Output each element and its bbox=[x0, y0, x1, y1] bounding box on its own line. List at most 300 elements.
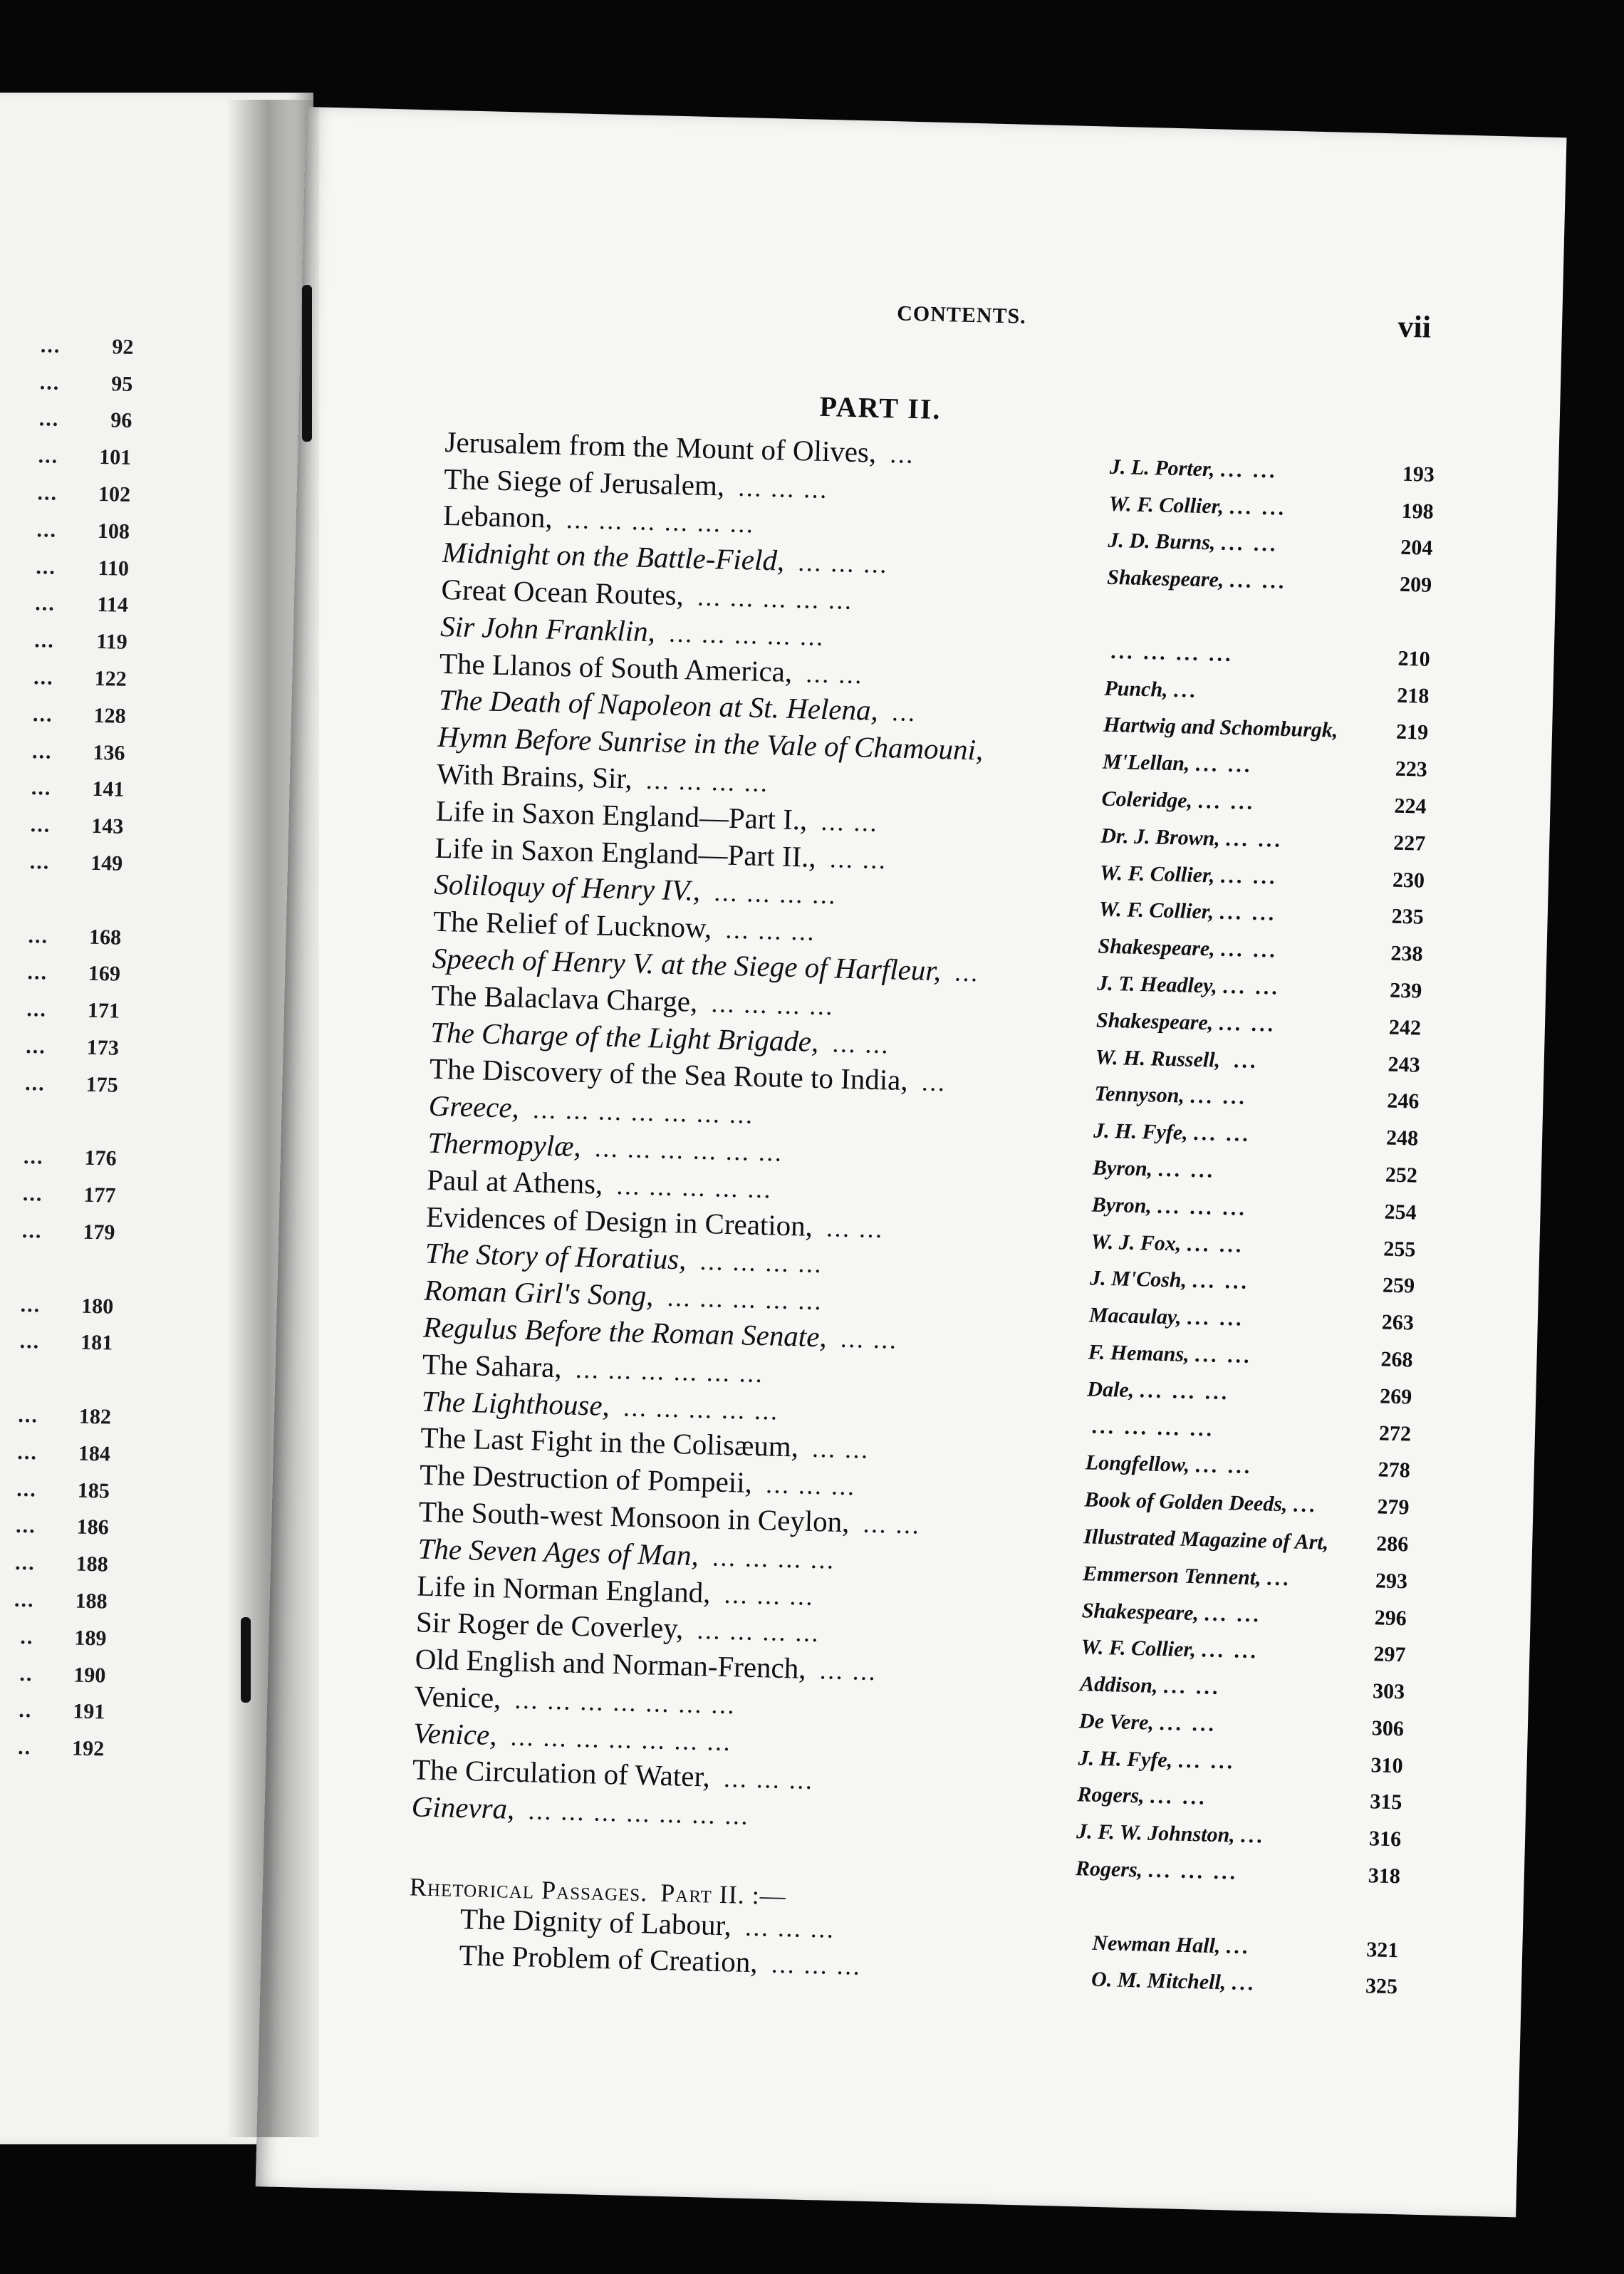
page-ref: 171 bbox=[87, 999, 120, 1023]
leader-dots: ... ... ... ... bbox=[1110, 639, 1234, 666]
leader-dots: ... bbox=[35, 591, 56, 616]
entry-page: 268 bbox=[1380, 1347, 1413, 1372]
leader-dots: ... bbox=[23, 1145, 44, 1169]
left-toc-row bbox=[0, 1728, 113, 1768]
left-toc-row bbox=[0, 437, 140, 477]
title-text: The Story of Horatius, bbox=[425, 1236, 687, 1276]
title-text: With Brains, Sir, bbox=[436, 757, 633, 795]
author-name: J. H. Fyfe, bbox=[1078, 1745, 1173, 1772]
leader-dots: ... ... bbox=[1192, 1269, 1250, 1294]
entry-page: 219 bbox=[1395, 720, 1429, 745]
title-text: Life in Saxon England—Part II., bbox=[434, 831, 817, 873]
leader-dots: ... ... ... bbox=[726, 921, 817, 945]
left-toc-row bbox=[0, 695, 135, 735]
title-text: The Destruction of Pompeii, bbox=[419, 1458, 753, 1500]
title-text: Venice, bbox=[412, 1716, 498, 1751]
leader-dots: ... ... bbox=[1192, 1121, 1251, 1146]
entry-page: 269 bbox=[1379, 1384, 1412, 1409]
entry-page: 254 bbox=[1384, 1200, 1417, 1225]
leader-dots: ... bbox=[16, 1477, 38, 1502]
part-title: PART II. bbox=[818, 390, 942, 425]
title-text: Thermopylæ, bbox=[427, 1126, 582, 1163]
leader-dots bbox=[1333, 1531, 1334, 1554]
leader-dots: ... bbox=[1225, 1048, 1259, 1073]
left-toc-row bbox=[0, 1212, 124, 1252]
leader-dots: ... ... bbox=[833, 1035, 891, 1058]
leader-dots: .. bbox=[20, 1624, 34, 1649]
leader-dots: ... bbox=[1266, 1566, 1292, 1591]
entry-page: 204 bbox=[1400, 536, 1433, 561]
author-name: Illustrated Magazine of Art, bbox=[1083, 1525, 1329, 1554]
author-name: Newman Hall, bbox=[1092, 1931, 1221, 1958]
left-toc-row bbox=[0, 1617, 115, 1657]
left-toc-row bbox=[0, 1433, 119, 1473]
page-ref: 179 bbox=[83, 1220, 115, 1245]
leader-dots: ... bbox=[20, 1292, 41, 1317]
author-name: Emmerson Tennent, bbox=[1082, 1561, 1262, 1590]
left-toc-row bbox=[0, 843, 132, 883]
author-name: Hartwig and Schomburgk, bbox=[1103, 713, 1338, 743]
entry-page: 209 bbox=[1399, 572, 1432, 598]
title-text: The Sahara, bbox=[422, 1347, 563, 1384]
leader-dots: ... bbox=[1231, 1971, 1256, 1995]
section-label: Rhetorical Passages. bbox=[409, 1872, 648, 1907]
leader-dots: ... bbox=[15, 1514, 37, 1538]
page-ref: 108 bbox=[97, 519, 130, 544]
author-name: M'Lellan, bbox=[1102, 749, 1190, 776]
author-name: Addison, bbox=[1079, 1672, 1158, 1698]
title-text: The Seven Ages of Man, bbox=[417, 1532, 699, 1572]
entry-page: 321 bbox=[1365, 1937, 1399, 1962]
left-toc-row bbox=[0, 548, 137, 588]
leader-dots: ... bbox=[40, 333, 61, 358]
leader-dots: .. bbox=[18, 1698, 33, 1723]
page-ref: 101 bbox=[98, 445, 132, 470]
leader-dots: ... ... ... ... ... bbox=[617, 1177, 774, 1203]
left-toc-row bbox=[0, 1654, 115, 1694]
leader-dots: ... ... bbox=[1186, 1232, 1244, 1257]
left-toc-row bbox=[0, 917, 130, 957]
entry-page: 286 bbox=[1375, 1532, 1409, 1557]
leader-dots: ... ... bbox=[1162, 1674, 1221, 1700]
title-text: Great Ocean Routes, bbox=[441, 572, 685, 612]
left-toc-row bbox=[0, 363, 142, 403]
leader-dots: ... ... ... ... ... ... ... bbox=[515, 1691, 737, 1718]
entry-page: 278 bbox=[1378, 1458, 1411, 1483]
author-name: W. J. Fox, bbox=[1091, 1229, 1182, 1256]
leader-dots: ... ... ... ... bbox=[714, 884, 838, 908]
leader-dots: ... bbox=[892, 704, 917, 726]
entry-page: 227 bbox=[1393, 831, 1426, 856]
leader-dots: ... ... bbox=[830, 850, 888, 873]
page-ref: 141 bbox=[92, 777, 125, 802]
leader-dots: ... ... bbox=[1222, 974, 1281, 1000]
title-text: Regulus Before the Roman Senate, bbox=[422, 1310, 828, 1354]
leader-dots: ... bbox=[30, 813, 51, 837]
author-name: W. F. Collier, bbox=[1099, 861, 1215, 888]
page-ref: 110 bbox=[98, 556, 130, 581]
leader-dots: ... ... bbox=[1194, 1453, 1253, 1479]
leader-dots: ... ... bbox=[1229, 494, 1287, 520]
title-text: The Balaclava Charge, bbox=[431, 978, 698, 1018]
left-toc-row bbox=[0, 1027, 127, 1067]
page-ref: 188 bbox=[75, 1589, 108, 1614]
page-ref: 176 bbox=[84, 1146, 117, 1171]
title-text: The Lighthouse, bbox=[421, 1384, 610, 1422]
spacer bbox=[0, 1101, 126, 1141]
title-text: The South-west Monsoon in Ceylon, bbox=[418, 1495, 850, 1539]
page-ref: 189 bbox=[74, 1626, 107, 1651]
page-ref: 192 bbox=[71, 1736, 105, 1761]
leader-dots: ... bbox=[17, 1440, 38, 1465]
leader-dots: ... ... bbox=[863, 1515, 922, 1538]
title-text: Sir John Franklin, bbox=[439, 609, 656, 648]
leader-dots: ... ... bbox=[1190, 1084, 1248, 1110]
left-toc-row bbox=[0, 326, 142, 366]
entry-page: 272 bbox=[1378, 1421, 1412, 1446]
leader-dots: ... ... ... ... ... bbox=[667, 1289, 824, 1314]
leader-dots: ... bbox=[33, 665, 55, 690]
left-toc-row bbox=[0, 1507, 118, 1547]
title-text: The Siege of Jerusalem, bbox=[443, 462, 725, 502]
leader-dots: ... bbox=[29, 850, 51, 874]
entry-page: 242 bbox=[1388, 1015, 1422, 1040]
leader-dots: ... ... ... bbox=[1156, 1194, 1248, 1220]
page-ref: 184 bbox=[78, 1441, 111, 1466]
leader-dots: ... ... ... bbox=[1147, 1858, 1239, 1884]
left-toc-row bbox=[0, 1581, 116, 1621]
author-name: Dr. J. Brown, bbox=[1100, 824, 1221, 851]
author-name: J. F. W. Johnston, bbox=[1076, 1819, 1236, 1847]
entry-page: 306 bbox=[1371, 1716, 1405, 1741]
entry-page: 263 bbox=[1381, 1310, 1415, 1335]
page-ref: 188 bbox=[76, 1552, 108, 1577]
page-ref: 102 bbox=[98, 482, 131, 507]
page-ref: 175 bbox=[85, 1072, 119, 1097]
leader-dots: ... ... bbox=[1186, 1305, 1244, 1331]
author-name: Macaulay, bbox=[1088, 1303, 1182, 1329]
leader-dots: ... bbox=[32, 702, 53, 727]
left-toc-row bbox=[0, 732, 134, 772]
leader-dots: ... ... ... ... ... bbox=[669, 625, 826, 650]
leader-dots: ... bbox=[31, 776, 52, 801]
leader-dots: ... ... ... ... ... bbox=[623, 1399, 781, 1424]
leader-dots: ... ... bbox=[1204, 1601, 1262, 1626]
leader-dots: ... ... bbox=[1159, 1710, 1217, 1736]
entry-page: 235 bbox=[1391, 904, 1425, 930]
page-ref: 136 bbox=[93, 740, 125, 765]
leader-dots: ... ... bbox=[1177, 1748, 1236, 1774]
entry-page: 325 bbox=[1365, 1974, 1398, 1999]
leader-dots: ... bbox=[1225, 1934, 1251, 1958]
leader-dots: ... ... ... bbox=[724, 1586, 816, 1609]
page-ref: 191 bbox=[72, 1699, 105, 1724]
author-name: Rogers, bbox=[1077, 1782, 1145, 1808]
left-toc-row bbox=[0, 511, 139, 551]
page-ref: 168 bbox=[88, 925, 122, 950]
leader-dots: ... ... bbox=[1220, 531, 1279, 556]
title-text: The Llanos of South America, bbox=[439, 646, 793, 688]
title-text: The Death of Napoleon at St. Helena, bbox=[438, 683, 879, 727]
leader-dots: ... ... bbox=[821, 813, 880, 836]
leader-dots: ... ... bbox=[1149, 1785, 1208, 1810]
page-ref: 177 bbox=[83, 1183, 116, 1208]
title-text: Evidences of Design in Creation, bbox=[425, 1200, 813, 1242]
leader-dots: ... ... ... ... bbox=[712, 1549, 837, 1573]
left-toc-row bbox=[0, 1470, 118, 1510]
leader-dots: ... ... bbox=[1201, 1638, 1259, 1663]
page-ref: 181 bbox=[80, 1331, 113, 1356]
title-text: The Dignity of Labour, bbox=[459, 1901, 732, 1942]
page-ref: 95 bbox=[111, 371, 133, 396]
title-text: Paul at Athens, bbox=[426, 1163, 603, 1200]
page-number: vii bbox=[1397, 308, 1432, 345]
leader-dots: ... ... bbox=[820, 1662, 878, 1685]
leader-dots: ... ... bbox=[1194, 1342, 1253, 1368]
author-name: Dale, bbox=[1087, 1377, 1135, 1402]
leader-dots: ... ... bbox=[1219, 457, 1278, 483]
left-toc-row bbox=[0, 1175, 125, 1215]
entry-page: 248 bbox=[1385, 1126, 1419, 1151]
title-text: Speech of Henry V. at the Siege of Harfleur, bbox=[432, 941, 942, 987]
title-text: Roman Girl's Song, bbox=[423, 1273, 654, 1312]
page-ref: 182 bbox=[78, 1404, 112, 1429]
title-text: The Problem of Creation, bbox=[459, 1938, 759, 1979]
page-ref: 143 bbox=[90, 814, 124, 839]
leader-dots: ... bbox=[1239, 1824, 1266, 1848]
leader-dots: ... ... ... bbox=[771, 1956, 863, 1980]
entry-page: 255 bbox=[1383, 1237, 1416, 1262]
leader-dots: ... ... bbox=[1225, 826, 1284, 852]
left-toc-row bbox=[0, 658, 135, 698]
title-text: Sir Roger de Coverley, bbox=[415, 1605, 684, 1645]
leader-dots: ... bbox=[24, 1071, 46, 1096]
page-ref: 149 bbox=[90, 851, 123, 876]
title-text: The Discovery of the Sea Route to India, bbox=[429, 1052, 909, 1097]
leader-dots: ... ... bbox=[1157, 1157, 1216, 1183]
author-name: Shakespeare, bbox=[1095, 1008, 1214, 1035]
author-name: W. F. Collier, bbox=[1098, 897, 1214, 924]
author-name: J. L. Porter, bbox=[1109, 455, 1215, 482]
entry-page: 297 bbox=[1373, 1642, 1406, 1667]
binding-thread-mark bbox=[241, 1617, 251, 1703]
title-text: Jerusalem from the Mount of Olives, bbox=[444, 425, 877, 469]
page-ref: 122 bbox=[94, 666, 127, 691]
leader-dots bbox=[425, 1837, 426, 1858]
leader-dots: ... bbox=[36, 518, 58, 542]
leader-dots: ... ... bbox=[806, 665, 865, 687]
leader-dots: ... ... bbox=[1218, 1011, 1276, 1037]
leader-dots bbox=[997, 744, 998, 764]
title-text: Life in Norman England, bbox=[416, 1568, 712, 1609]
leader-dots: ... bbox=[36, 554, 57, 579]
leader-dots: .. bbox=[19, 1661, 33, 1686]
entry-page: 230 bbox=[1392, 868, 1425, 893]
entry-page: 243 bbox=[1388, 1052, 1421, 1077]
title-text: Greece, bbox=[428, 1089, 520, 1124]
left-toc-row bbox=[0, 806, 132, 846]
leader-dots: ... bbox=[1172, 677, 1199, 702]
leader-dots: ... ... bbox=[840, 1330, 899, 1353]
author-name: W. H. Russell, bbox=[1095, 1045, 1221, 1072]
binding-thread-mark bbox=[302, 285, 312, 442]
title-text bbox=[410, 1827, 411, 1859]
title-text: The Charge of the Light Brigade, bbox=[430, 1015, 819, 1058]
entry-page: 279 bbox=[1377, 1495, 1410, 1520]
leader-dots: ... ... bbox=[1219, 863, 1278, 889]
leader-dots: ... bbox=[31, 739, 53, 764]
leader-dots: .. bbox=[17, 1735, 32, 1760]
title-text: Hymn Before Sunrise in the Vale of Chamouni, bbox=[437, 720, 984, 767]
leader-dots: ... bbox=[14, 1587, 35, 1612]
leader-dots: ... ... bbox=[1197, 789, 1256, 814]
author-name: J. T. Headley, bbox=[1096, 971, 1218, 998]
page-ref: 173 bbox=[86, 1035, 120, 1060]
author-name: Coleridge, bbox=[1101, 786, 1193, 813]
leader-dots: ... bbox=[39, 370, 61, 395]
title-text: Old English and Norman-French, bbox=[415, 1642, 807, 1685]
page-ref: 92 bbox=[112, 335, 134, 359]
section-part: Part II. :— bbox=[660, 1878, 787, 1911]
left-toc-row bbox=[0, 400, 141, 440]
entry-page: 246 bbox=[1387, 1089, 1420, 1113]
author-name: J. M'Cosh, bbox=[1089, 1266, 1187, 1293]
author-name: W. F. Collier, bbox=[1081, 1635, 1197, 1662]
page-ref: 180 bbox=[80, 1294, 114, 1319]
left-toc-row bbox=[0, 621, 136, 661]
contents-page bbox=[407, 285, 1474, 2000]
left-toc-row bbox=[0, 584, 137, 624]
leader-dots: ... ... ... ... ... ... bbox=[576, 1361, 765, 1387]
leader-dots: ... bbox=[26, 997, 48, 1022]
leader-dots: ... bbox=[14, 1551, 36, 1575]
entry-page: 310 bbox=[1370, 1753, 1404, 1778]
left-toc-row bbox=[0, 474, 140, 514]
leader-dots: ... ... bbox=[827, 1219, 885, 1242]
leader-dots: ... ... ... bbox=[798, 554, 890, 578]
entry-page: 293 bbox=[1375, 1569, 1408, 1594]
page-ref: 119 bbox=[96, 630, 128, 655]
leader-dots: ... bbox=[28, 923, 49, 948]
author-name: J. H. Fyfe, bbox=[1093, 1118, 1189, 1145]
author-name: Byron, bbox=[1092, 1156, 1153, 1181]
leader-dots: ... ... ... ... ... ... bbox=[566, 512, 756, 538]
author-name: O. M. Mitchell, bbox=[1091, 1968, 1227, 1995]
leader-dots: ... bbox=[19, 1329, 41, 1354]
entry-page: 210 bbox=[1397, 646, 1430, 671]
entry-page: 318 bbox=[1368, 1864, 1401, 1889]
leader-dots: ... bbox=[21, 1218, 43, 1243]
entry-page: 218 bbox=[1396, 683, 1430, 708]
leader-dots: ... ... bbox=[1229, 568, 1287, 594]
title-text: The Last Fight in the Colisæum, bbox=[420, 1421, 799, 1463]
leader-dots: ... ... bbox=[1219, 900, 1277, 926]
title-text: Midnight on the Battle-Field, bbox=[442, 536, 785, 577]
running-head: CONTENTS. bbox=[896, 301, 1027, 328]
title-text: Soliloquy of Henry IV., bbox=[433, 868, 701, 908]
leader-dots: ... ... ... ... ... bbox=[697, 588, 855, 614]
left-toc-row bbox=[0, 769, 133, 809]
leader-dots: ... ... ... bbox=[724, 1770, 815, 1794]
title-text: The Relief of Lucknow, bbox=[432, 904, 712, 945]
author-name: Shakespeare, bbox=[1106, 565, 1224, 592]
leader-dots: ... bbox=[922, 1074, 947, 1096]
toc-entries bbox=[410, 426, 1471, 1890]
entry-page: 316 bbox=[1368, 1827, 1402, 1852]
leader-dots: ... bbox=[890, 446, 916, 467]
author-name: W. F. Collier, bbox=[1108, 492, 1224, 519]
entry-page: 224 bbox=[1394, 794, 1427, 819]
leader-dots: ... ... ... ... ... ... ... bbox=[529, 1802, 751, 1829]
left-toc-row bbox=[0, 1064, 127, 1104]
spacer bbox=[0, 880, 131, 920]
left-toc-row bbox=[0, 1138, 125, 1178]
leader-dots: ... ... ... ... bbox=[700, 1253, 824, 1277]
author-name: Rogers, bbox=[1075, 1857, 1143, 1882]
entry-page: 223 bbox=[1395, 757, 1428, 782]
leader-dots: ... ... ... ... ... ... ... bbox=[511, 1728, 733, 1755]
spacer bbox=[0, 1359, 121, 1399]
spacer bbox=[0, 1249, 123, 1289]
leader-dots: ... ... bbox=[1219, 937, 1279, 962]
left-toc-row bbox=[0, 1544, 117, 1584]
leader-dots: ... bbox=[1292, 1492, 1318, 1517]
leader-dots: ... ... ... bbox=[1139, 1378, 1230, 1404]
entry-page: 303 bbox=[1372, 1679, 1405, 1704]
leader-dots: ... ... bbox=[813, 1440, 871, 1463]
entry-page: 238 bbox=[1390, 941, 1423, 966]
page-ref: 169 bbox=[88, 962, 121, 987]
title-text: Venice, bbox=[414, 1679, 501, 1715]
page-ref: 96 bbox=[110, 408, 132, 433]
entry-page: 193 bbox=[1402, 462, 1435, 487]
left-toc-row bbox=[0, 953, 130, 993]
author-name: Tennyson, bbox=[1094, 1081, 1185, 1108]
author-name: F. Hemans, bbox=[1088, 1340, 1190, 1366]
title-text: The Circulation of Water, bbox=[412, 1753, 711, 1794]
leader-dots: ... ... ... bbox=[766, 1476, 858, 1500]
leader-dots: ... bbox=[25, 1034, 47, 1059]
entry-page: 252 bbox=[1385, 1163, 1418, 1188]
leader-dots: ... ... ... ... ... ... ... bbox=[533, 1101, 756, 1128]
page-ref: 186 bbox=[76, 1515, 110, 1540]
left-toc-row bbox=[0, 1691, 114, 1731]
title-text: Life in Saxon England—Part I., bbox=[435, 794, 808, 836]
left-toc-row bbox=[0, 1285, 123, 1325]
page-ref: 185 bbox=[77, 1478, 110, 1503]
leader-dots: ... ... ... bbox=[745, 1919, 836, 1942]
leader-dots: ... ... ... ... bbox=[646, 772, 770, 796]
leader-dots: ... ... ... bbox=[739, 479, 830, 502]
leader-dots: ... bbox=[33, 628, 56, 653]
author-name: J. D. Burns, bbox=[1108, 529, 1216, 555]
leader-dots: ... ... ... ... bbox=[697, 1622, 821, 1646]
leader-dots: ... bbox=[38, 407, 60, 432]
leader-dots: ... bbox=[38, 444, 59, 469]
title-text: Ginevra, bbox=[411, 1790, 515, 1826]
page-ref: 128 bbox=[93, 703, 126, 728]
left-toc-row bbox=[0, 990, 128, 1030]
author-name: Punch, bbox=[1104, 676, 1169, 702]
leader-dots: ... bbox=[22, 1182, 43, 1206]
entry-page: 239 bbox=[1389, 978, 1422, 1003]
author-name bbox=[1106, 603, 1107, 626]
leader-dots: ... ... ... ... ... ... bbox=[595, 1140, 784, 1165]
entry-page: 259 bbox=[1382, 1273, 1415, 1298]
leader-dots: ... bbox=[18, 1403, 39, 1428]
page-ref: 190 bbox=[73, 1663, 106, 1688]
left-toc-row bbox=[0, 1322, 122, 1362]
